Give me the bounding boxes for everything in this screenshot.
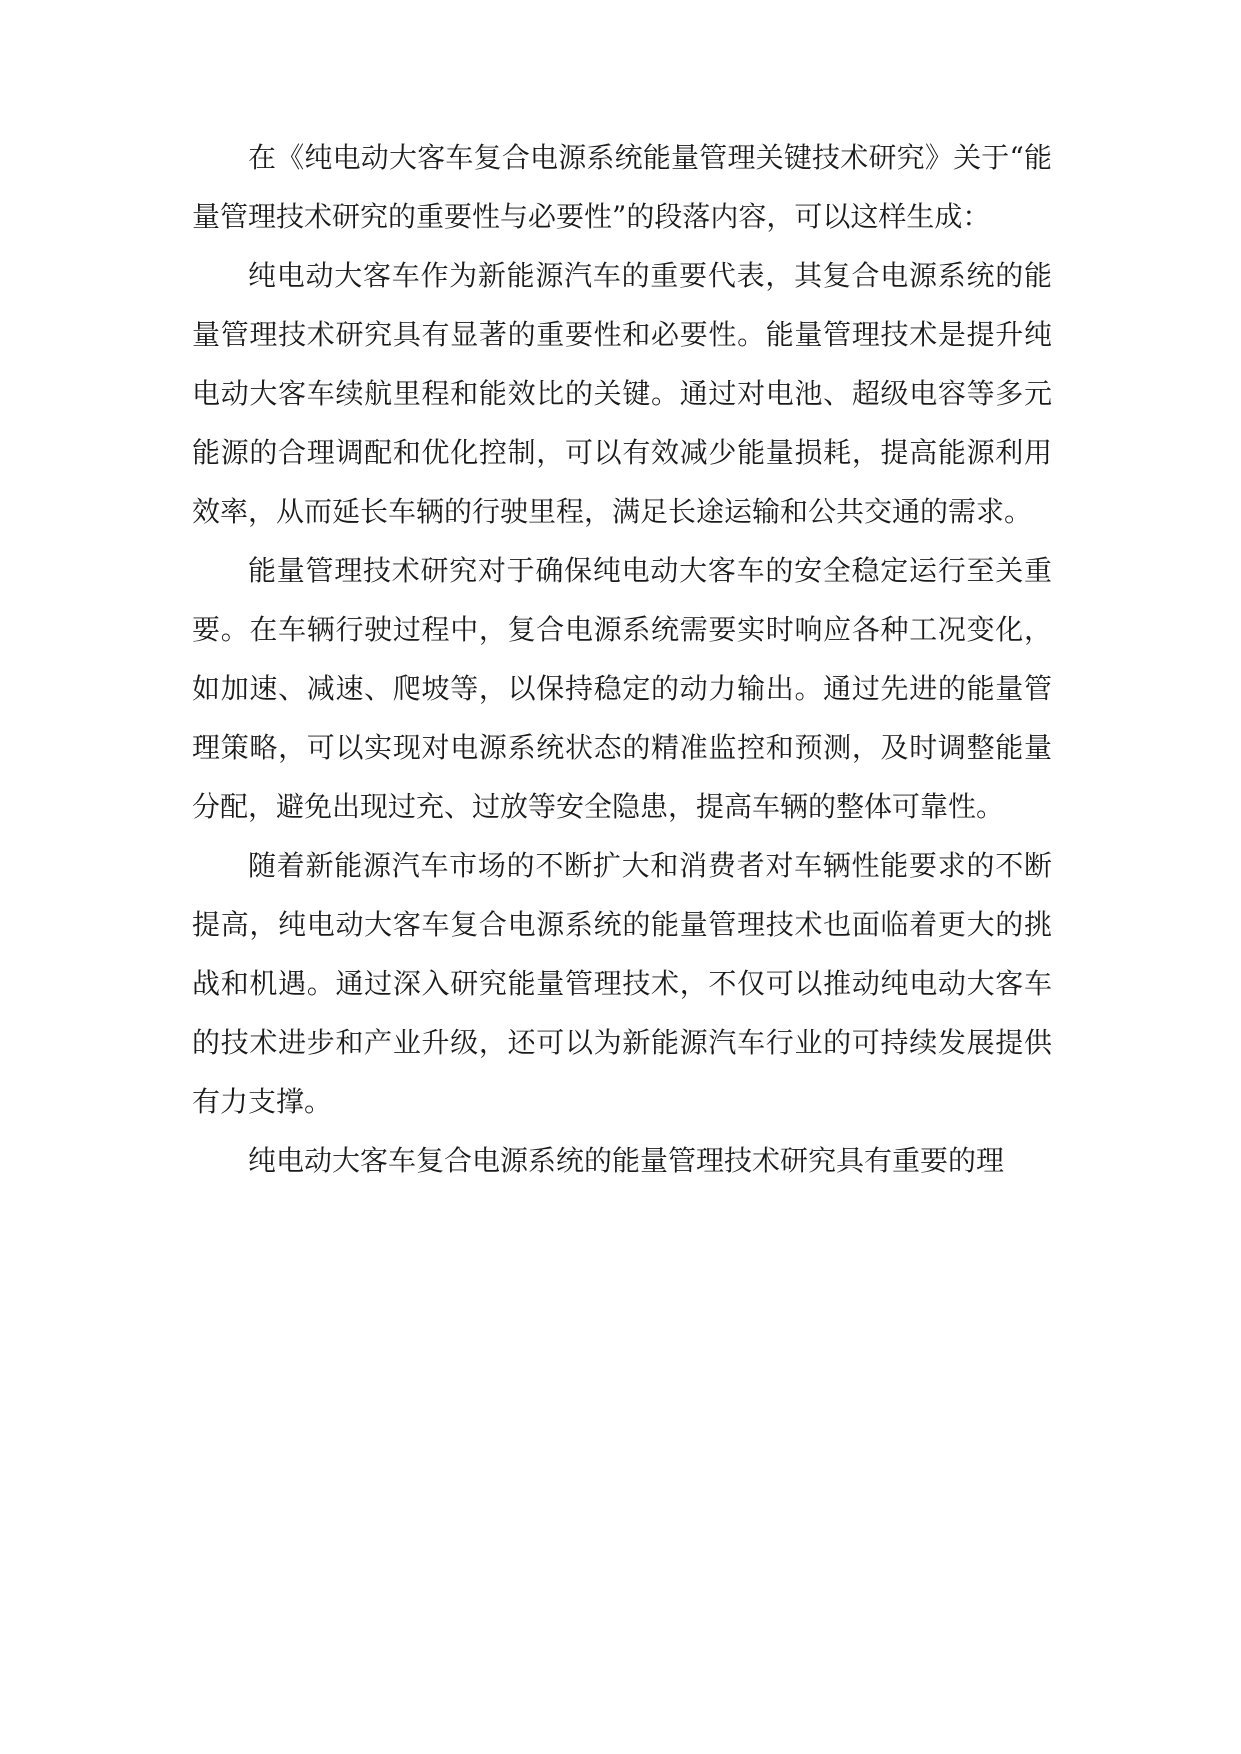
document-body <box>192 128 1052 1190</box>
paragraph-market-opportunity: 随着新能源汽车市场的不断扩大和消费者对车辆性能要求的不断提高，纯电动大客车复合电源系统的能量管理技术也面临着更大的挑战和机遇。通过深入研究能量管理技术，不仅可以推动纯电动大客车的技术进步和产业升级，还可以为新能源汽车行业的可持续发展提供有力支撑。 <box>192 849 1052 1118</box>
paragraph-range-efficiency: 纯电动大客车作为新能源汽车的重要代表，其复合电源系统的能量管理技术研究具有显著的重要性和必要性。能量管理技术是提升纯电动大客车续航里程和能效比的关键。通过对电池、超级电容等多元能源的合理调配和优化控制，可以有效减少能量损耗，提高能源利用效率，从而延长车辆的行驶里程，满足长途运输和公共交通的需求。 <box>192 259 1052 528</box>
paragraph-significance: 纯电动大客车复合电源系统的能量管理技术研究具有重要的理 <box>248 1144 1005 1177</box>
paragraph-safety-stability: 能量管理技术研究对于确保纯电动大客车的安全稳定运行至关重要。在车辆行驶过程中，复合电源系统需要实时响应各种工况变化，如加速、减速、爬坡等，以保持稳定的动力输出。通过先进的能量管理策略，可以实现对电源系统状态的精准监控和预测，及时调整能量分配，避免出现过充、过放等安全隐患，提高车辆的整体可靠性。 <box>192 554 1052 823</box>
paragraph-intro: 在《纯电动大客车复合电源系统能量管理关键技术研究》关于“能量管理技术研究的重要性与必要性”的段落内容，可以这样生成： <box>192 141 1052 233</box>
